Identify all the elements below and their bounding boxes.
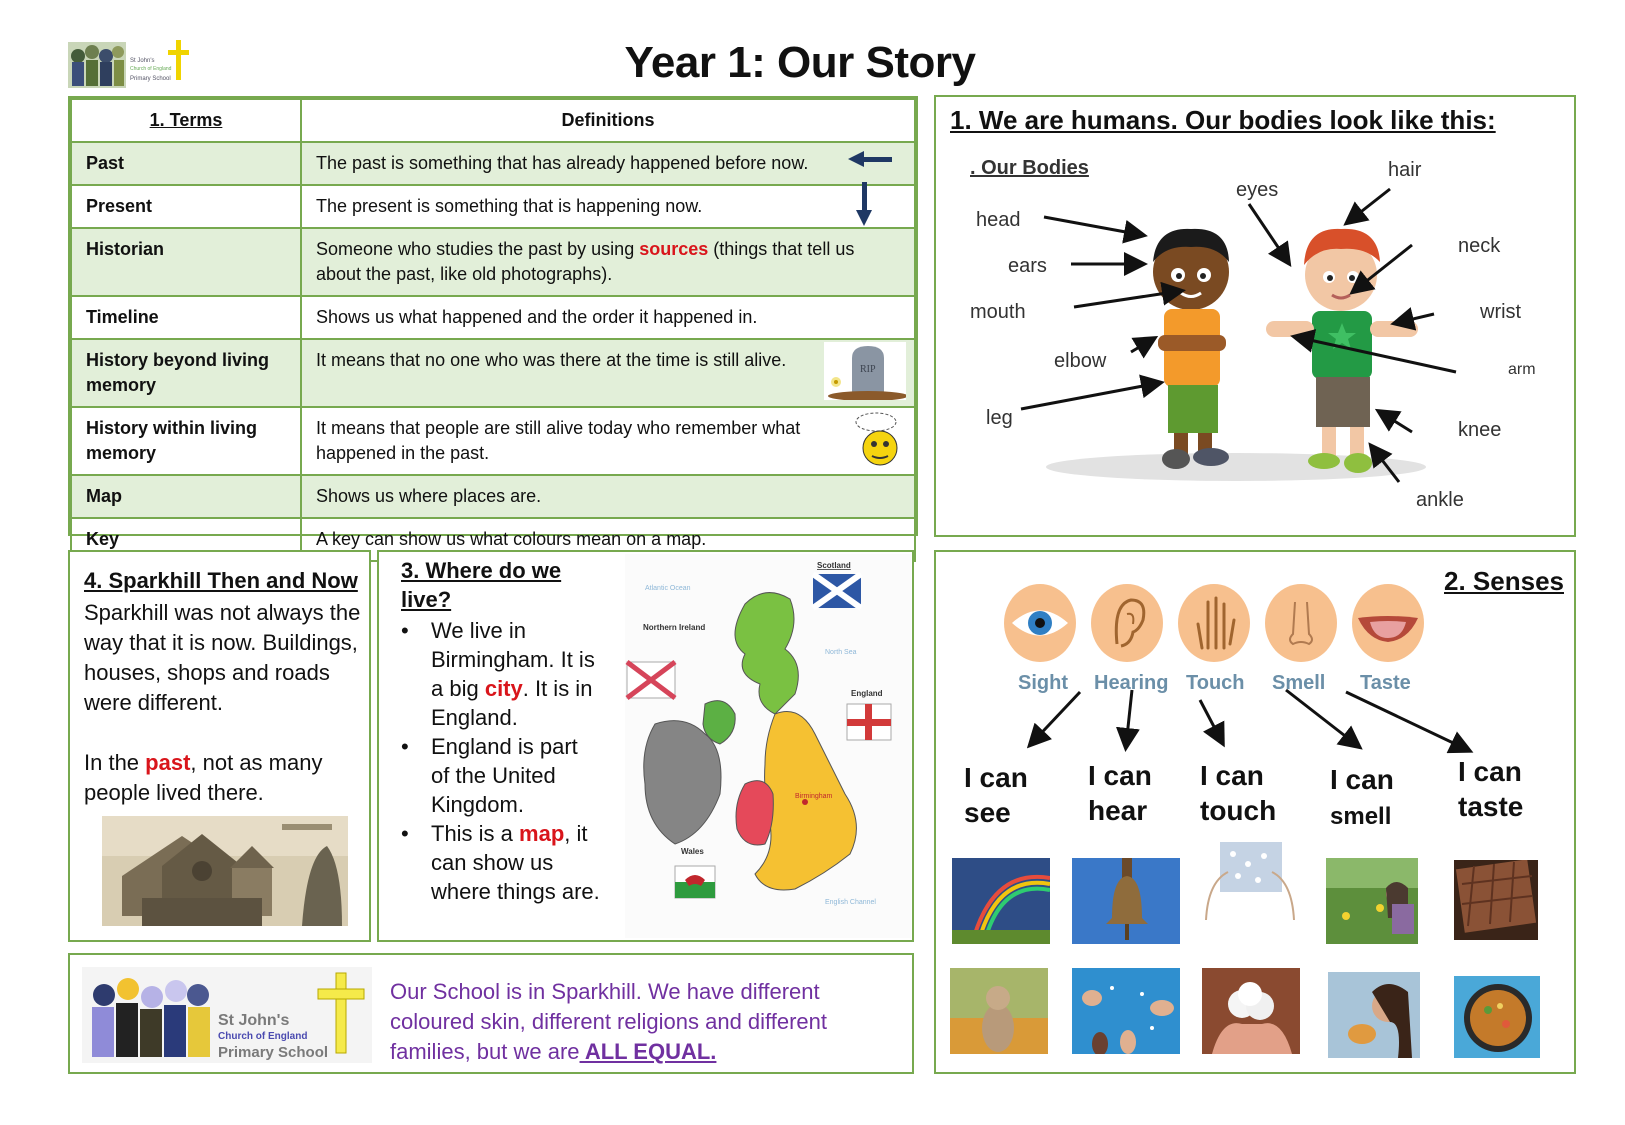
senses-title: 2. Senses bbox=[1444, 566, 1564, 596]
table-row bbox=[71, 185, 915, 228]
old-church-photo bbox=[102, 816, 348, 926]
sparkhill-text bbox=[84, 598, 369, 808]
definition-cell bbox=[301, 185, 915, 228]
smelling-flowers-photo bbox=[1326, 858, 1418, 944]
map-label-scotland: Scotland bbox=[817, 561, 851, 570]
sense-verb: see bbox=[964, 797, 1011, 828]
arrow-down-icon bbox=[854, 182, 874, 233]
england-flag bbox=[847, 704, 891, 740]
svg-text:St John's: St John's bbox=[130, 58, 155, 64]
map-label-wales: Wales bbox=[681, 847, 704, 856]
label-wrist: wrist bbox=[1480, 301, 1522, 323]
rainbow-photo bbox=[952, 858, 1050, 944]
curry-photo bbox=[1454, 976, 1540, 1058]
label-elbow: elbow bbox=[1054, 350, 1107, 372]
table-row bbox=[71, 339, 915, 407]
logo-line3: Primary School bbox=[218, 1044, 329, 1061]
logo-line2: Church of England bbox=[218, 1031, 308, 1042]
where-bullet: • England is part of the United Kingdom. bbox=[401, 732, 601, 819]
term-cell: Key bbox=[71, 518, 301, 561]
map-label-north-sea: North Sea bbox=[825, 649, 857, 656]
page-title: Year 1: Our Story bbox=[624, 38, 976, 87]
definition-cell bbox=[301, 339, 915, 407]
smelling-food-photo bbox=[1328, 972, 1420, 1058]
footer-text bbox=[390, 977, 910, 1067]
ican-label: I can bbox=[1330, 764, 1394, 795]
terms-header-row bbox=[71, 99, 915, 142]
uk-map bbox=[625, 554, 911, 938]
term-cell: Historian bbox=[71, 228, 301, 296]
scotland-flag bbox=[813, 574, 861, 608]
sense-arrows bbox=[936, 552, 1574, 772]
ican-touch bbox=[1200, 758, 1276, 828]
gravestone-icon bbox=[824, 342, 906, 400]
label-arm: arm bbox=[1508, 361, 1536, 378]
svg-text:Church of England: Church of England bbox=[130, 66, 172, 72]
term-cell: Map bbox=[71, 475, 301, 518]
table-row bbox=[71, 142, 915, 185]
definition-text: The present is something that is happening now. bbox=[316, 196, 703, 216]
label-leg: leg bbox=[986, 407, 1013, 429]
definition-text: It means that people are still alive today who remember what happened in the past. bbox=[316, 418, 801, 463]
sparkhill-panel bbox=[68, 550, 371, 942]
definition-cell: A key can show us what colours mean on a map. bbox=[301, 518, 915, 561]
bullet-text-end: . It is in England. bbox=[431, 676, 593, 730]
definitions-column-header: Definitions bbox=[301, 99, 915, 142]
definition-text: Someone who studies the past by using bbox=[316, 239, 640, 259]
term-cell: Timeline bbox=[71, 296, 301, 339]
label-eyes: eyes bbox=[1236, 179, 1279, 201]
ican-label: I can bbox=[1200, 760, 1264, 791]
thinking-face-icon bbox=[852, 410, 904, 468]
table-row bbox=[71, 296, 915, 339]
sense-name-smell: Smell bbox=[1272, 672, 1326, 694]
ican-smell bbox=[1330, 762, 1394, 834]
sense-name-taste: Taste bbox=[1360, 672, 1411, 694]
school-logo-footer bbox=[82, 967, 372, 1063]
bullet-text: We live in Birmingham. It is a big bbox=[431, 618, 595, 701]
ican-label: I can bbox=[964, 762, 1028, 793]
ican-hear bbox=[1088, 758, 1152, 828]
definition-cell bbox=[301, 407, 915, 475]
sense-name-sight: Sight bbox=[1018, 672, 1068, 694]
map-label-atlantic: Atlantic Ocean bbox=[645, 585, 691, 592]
term-cell: Past bbox=[71, 142, 301, 185]
footer-text-main: Our School is in Sparkhill. We have different coloured skin, different religions and different families, but we are bbox=[390, 979, 828, 1064]
boy-figure-left bbox=[1153, 229, 1229, 469]
term-cell: History beyond living memory bbox=[71, 339, 301, 407]
ican-label: I can bbox=[1088, 760, 1152, 791]
school-footer bbox=[68, 953, 914, 1074]
definition-cell bbox=[301, 142, 915, 185]
definition-cell: Shows us where places are. bbox=[301, 475, 915, 518]
highlight-map: map bbox=[519, 821, 565, 846]
sparkhill-para2-end: , not as many people lived there. bbox=[84, 750, 323, 805]
highlight-city: city bbox=[484, 676, 523, 701]
where-we-live-panel bbox=[377, 550, 914, 942]
bell-photo bbox=[1072, 858, 1180, 944]
definition-text: The past is something that has already happened before now. bbox=[316, 153, 809, 173]
highlight-sources: sources bbox=[639, 239, 709, 259]
where-title: 3. Where do we live? bbox=[401, 558, 562, 612]
definition-cell bbox=[301, 228, 915, 296]
label-ankle: ankle bbox=[1416, 489, 1464, 511]
table-row bbox=[71, 228, 915, 296]
terms-table bbox=[68, 96, 918, 549]
clapping-photo bbox=[1072, 968, 1180, 1054]
ican-see bbox=[964, 760, 1028, 830]
senses-panel bbox=[934, 550, 1576, 1074]
terms-column-header: 1. Terms bbox=[71, 99, 301, 142]
sense-verb: touch bbox=[1200, 795, 1277, 826]
definition-text: (things that tell us about the past, like old photographs). bbox=[316, 239, 855, 284]
table-row bbox=[71, 475, 915, 518]
school-logo bbox=[68, 38, 190, 90]
svg-text:Primary School: Primary School bbox=[130, 76, 171, 82]
highlight-past: past bbox=[145, 750, 191, 775]
sense-name-hearing: Hearing bbox=[1094, 672, 1169, 694]
sparkhill-title: 4. Sparkhill Then and Now bbox=[84, 568, 358, 593]
footer-all-equal: ALL EQUAL. bbox=[579, 1039, 717, 1064]
definition-cell: Shows us what happened and the order it happened in. bbox=[301, 296, 915, 339]
bullet-text: This is a bbox=[431, 821, 520, 846]
bullet-text-end: , it can show us where things are. bbox=[431, 821, 600, 904]
chocolate-photo bbox=[1454, 860, 1538, 940]
bodies-subtitle: . Our Bodies bbox=[970, 157, 1089, 179]
sparkhill-para1: Sparkhill was not always the way that it is now. Buildings, houses, shops and roads were different. bbox=[84, 600, 361, 715]
boy-figure-right bbox=[1266, 229, 1418, 473]
table-row bbox=[71, 407, 915, 475]
label-knee: knee bbox=[1458, 419, 1502, 441]
wales-flag bbox=[675, 866, 715, 898]
logo-line1: St John's bbox=[218, 1012, 290, 1029]
bodies-title: 1. We are humans. Our bodies look like this: bbox=[950, 105, 1496, 135]
map-label-northern-ireland: Northern Ireland bbox=[643, 623, 706, 632]
where-bullet bbox=[401, 819, 601, 906]
label-neck: neck bbox=[1458, 235, 1501, 257]
arrow-left-icon bbox=[848, 149, 892, 176]
cotton-wool-photo bbox=[1202, 968, 1300, 1054]
sparkhill-para2: In the bbox=[84, 750, 146, 775]
where-bullets bbox=[401, 616, 601, 906]
sense-name-touch: Touch bbox=[1186, 672, 1245, 694]
term-cell: Present bbox=[71, 185, 301, 228]
map-label-english-channel: English Channel bbox=[825, 899, 876, 906]
term-cell: History within living memory bbox=[71, 407, 301, 475]
dog-photo bbox=[950, 968, 1048, 1054]
label-mouth: mouth bbox=[970, 301, 1026, 323]
rip-text: RIP bbox=[860, 364, 876, 375]
where-bullet bbox=[401, 616, 601, 732]
ican-taste bbox=[1458, 754, 1523, 824]
label-ears: ears bbox=[1008, 255, 1047, 277]
body-illustration bbox=[936, 97, 1574, 535]
map-label-england: England bbox=[851, 689, 883, 698]
bubble-wrap-photo bbox=[1198, 842, 1302, 922]
sense-verb: hear bbox=[1088, 795, 1148, 826]
label-head: head bbox=[976, 209, 1021, 231]
definition-text: It means that no one who was there at the time is still alive. bbox=[316, 350, 787, 370]
ican-label: I can bbox=[1458, 756, 1522, 787]
bodies-panel bbox=[934, 95, 1576, 537]
sense-verb: smell bbox=[1330, 803, 1392, 830]
sense-verb: taste bbox=[1458, 791, 1524, 822]
label-hair: hair bbox=[1388, 159, 1422, 181]
map-label-birmingham: Birmingham bbox=[795, 793, 833, 800]
northern-ireland-flag bbox=[627, 662, 675, 698]
